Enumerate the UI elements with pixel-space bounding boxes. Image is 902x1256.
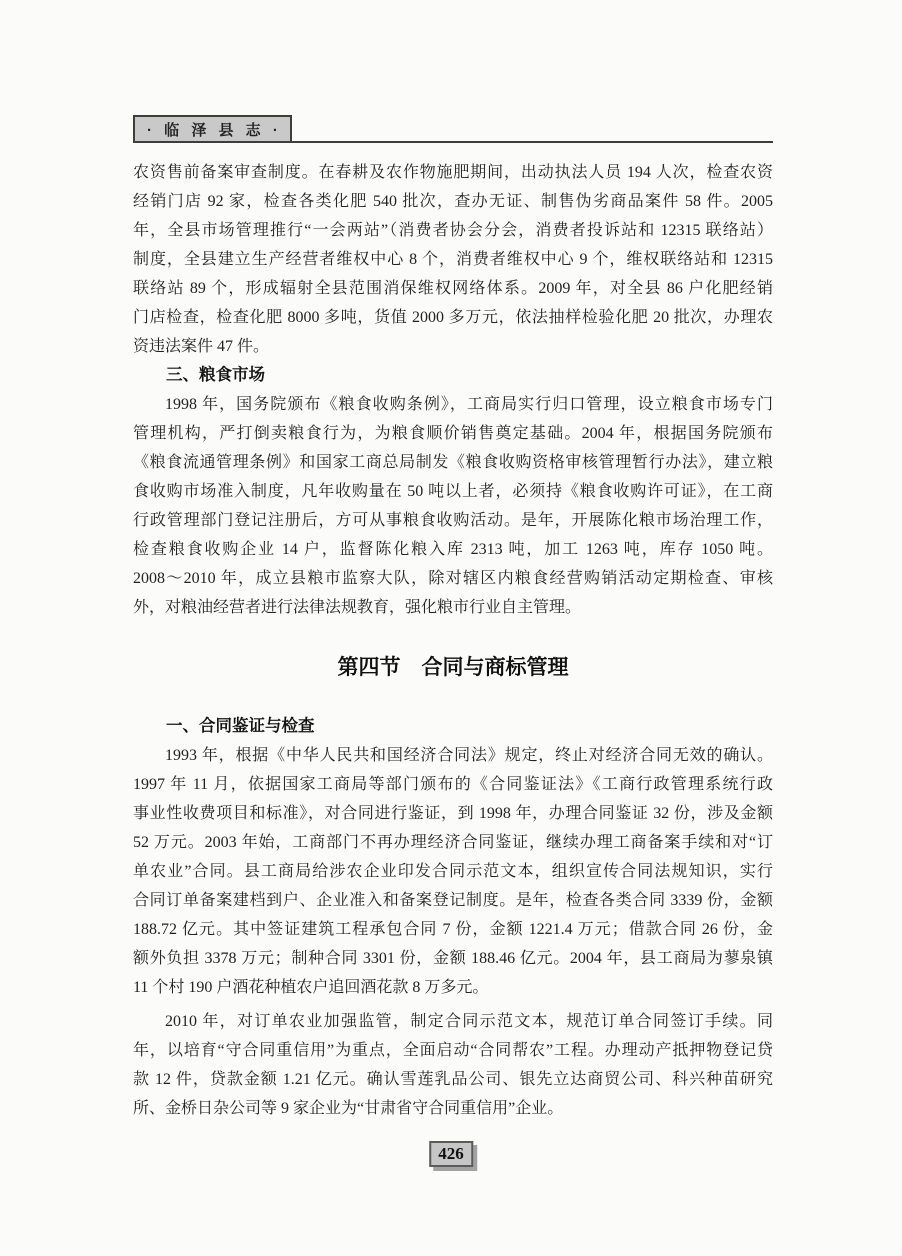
paragraph-grain-market bbox=[133, 390, 773, 622]
text-line: 事业性收费项目和标准》，对合同进行鉴证，到 1998 年，办理合同鉴证 32 份，涉及金额 bbox=[133, 805, 773, 822]
text-line: 经销门店 92 家，检查各类化肥 540 批次，查办无证、制售伪劣商品案件 58 件。2005 bbox=[133, 193, 773, 210]
text-line: 11 个村 190 户酒花种植农户追回酒花款 8 万多元。 bbox=[133, 979, 489, 996]
text-line: 管理机构，严打倒卖粮食行为，为粮食顺价销售奠定基础。2004 年，根据国务院颁布 bbox=[133, 425, 773, 442]
text-line: 资违法案件 47 件。 bbox=[133, 338, 270, 355]
text-line: 联络站 89 个，形成辐射全县范围消保维权网络体系。2009 年，对全县 86 户化肥经销 bbox=[133, 280, 773, 297]
text-line: 检查粮食收购企业 14 户，监督陈化粮入库 2313 吨，加工 1263 吨，库存 1050 吨。 bbox=[133, 541, 773, 558]
page-number-text: 426 bbox=[438, 1144, 464, 1163]
page-number-box bbox=[429, 1141, 473, 1167]
text-line: 合同订单备案建档到户、企业准入和备案登记制度。是年，检查各类合同 3339 份，金额 bbox=[133, 892, 773, 909]
text-line: 所、金桥日杂公司等 9 家企业为“甘肃省守合同重信用”企业。 bbox=[133, 1100, 564, 1117]
text-line: 1993 年，根据《中华人民共和国经济合同法》规定，终止对经济合同无效的确认。 bbox=[165, 747, 773, 764]
text-line: 外，对粮油经营者进行法律法规教育，强化粮市行业自主管理。 bbox=[133, 599, 582, 616]
text-line: 农资售前备案审查制度。在春耕及农作物施肥期间，出动执法人员 194 人次，检查农资 bbox=[133, 164, 773, 181]
paragraph-2010-contract-farming bbox=[133, 1007, 773, 1123]
text-line: 门店检查，检查化肥 8000 多吨，货值 2000 多万元，依法抽样检验化肥 20 批次，办理农 bbox=[133, 309, 773, 326]
text-line: 1998 年，国务院颁布《粮食收购条例》，工商局实行归口管理，设立粮食市场专门 bbox=[165, 396, 773, 413]
text-line: 年，以培育“守合同重信用”为重点，全面启动“合同帮农”工程。办理动产抵押物登记贷 bbox=[133, 1042, 773, 1059]
text-line: 《粮食流通管理条例》和国家工商总局制发《粮食收购资格审核管理暂行办法》，建立粮 bbox=[133, 454, 773, 471]
page-content-column bbox=[133, 117, 773, 1123]
text-line: 1997 年 11 月，依据国家工商局等部门颁布的《合同鉴证法》《工商行政管理系统行政 bbox=[133, 776, 773, 793]
text-line: 食收购市场准入制度，凡年收购量在 50 吨以上者，必须持《粮食收购许可证》，在工商 bbox=[133, 483, 773, 500]
book-title: · 临 泽 县 志 · bbox=[147, 121, 282, 139]
paragraph-market-regulation bbox=[133, 158, 773, 361]
text-line: 188.72 亿元。其中签证建筑工程承包合同 7 份，金额 1221.4 万元；借款合同 26 份，金 bbox=[133, 921, 773, 938]
text-line: 额外负担 3378 万元；制种合同 3301 份，金额 188.46 亿元。2004 年，县工商局为蓼泉镇 bbox=[133, 950, 773, 967]
text-line: 款 12 件，贷款金额 1.21 亿元。确认雪莲乳品公司、银先立达商贸公司、科兴种苗研究 bbox=[133, 1071, 773, 1088]
running-header bbox=[133, 117, 773, 143]
text-line: 52 万元。2003 年始，工商部门不再办理经济合同鉴证，继续办理工商备案手续和对“订 bbox=[133, 834, 773, 851]
paragraph-contract-verification bbox=[133, 741, 773, 1002]
text-line: 年，全县市场管理推行“一会两站”（消费者协会分会，消费者投诉站和 12315 联络站） bbox=[133, 222, 773, 239]
heading-grain-market: 三、粮食市场 bbox=[166, 366, 265, 384]
text-line: 2008～2010 年，成立县粮市监察大队，除对辖区内粮食经营购销活动定期检查、审核 bbox=[133, 570, 773, 587]
text-line: 2010 年，对订单农业加强监管，制定合同示范文本，规范订单合同签订手续。同 bbox=[165, 1013, 773, 1030]
body-text bbox=[133, 158, 773, 1123]
text-line: 行政管理部门登记注册后，方可从事粮食收购活动。是年，开展陈化粮市场治理工作， bbox=[133, 512, 773, 529]
book-title-box bbox=[133, 115, 292, 143]
text-line: 制度，全县建立生产经营者维权中心 8 个，消费者维权中心 9 个，维权联络站和 12315 bbox=[133, 251, 773, 268]
heading-contract-verification: 一、合同鉴证与检查 bbox=[166, 717, 315, 735]
text-line: 单农业”合同。县工商局给涉农企业印发合同示范文本，组织宣传合同法规知识，实行 bbox=[133, 863, 773, 880]
section-heading: 第四节 合同与商标管理 bbox=[337, 656, 569, 679]
